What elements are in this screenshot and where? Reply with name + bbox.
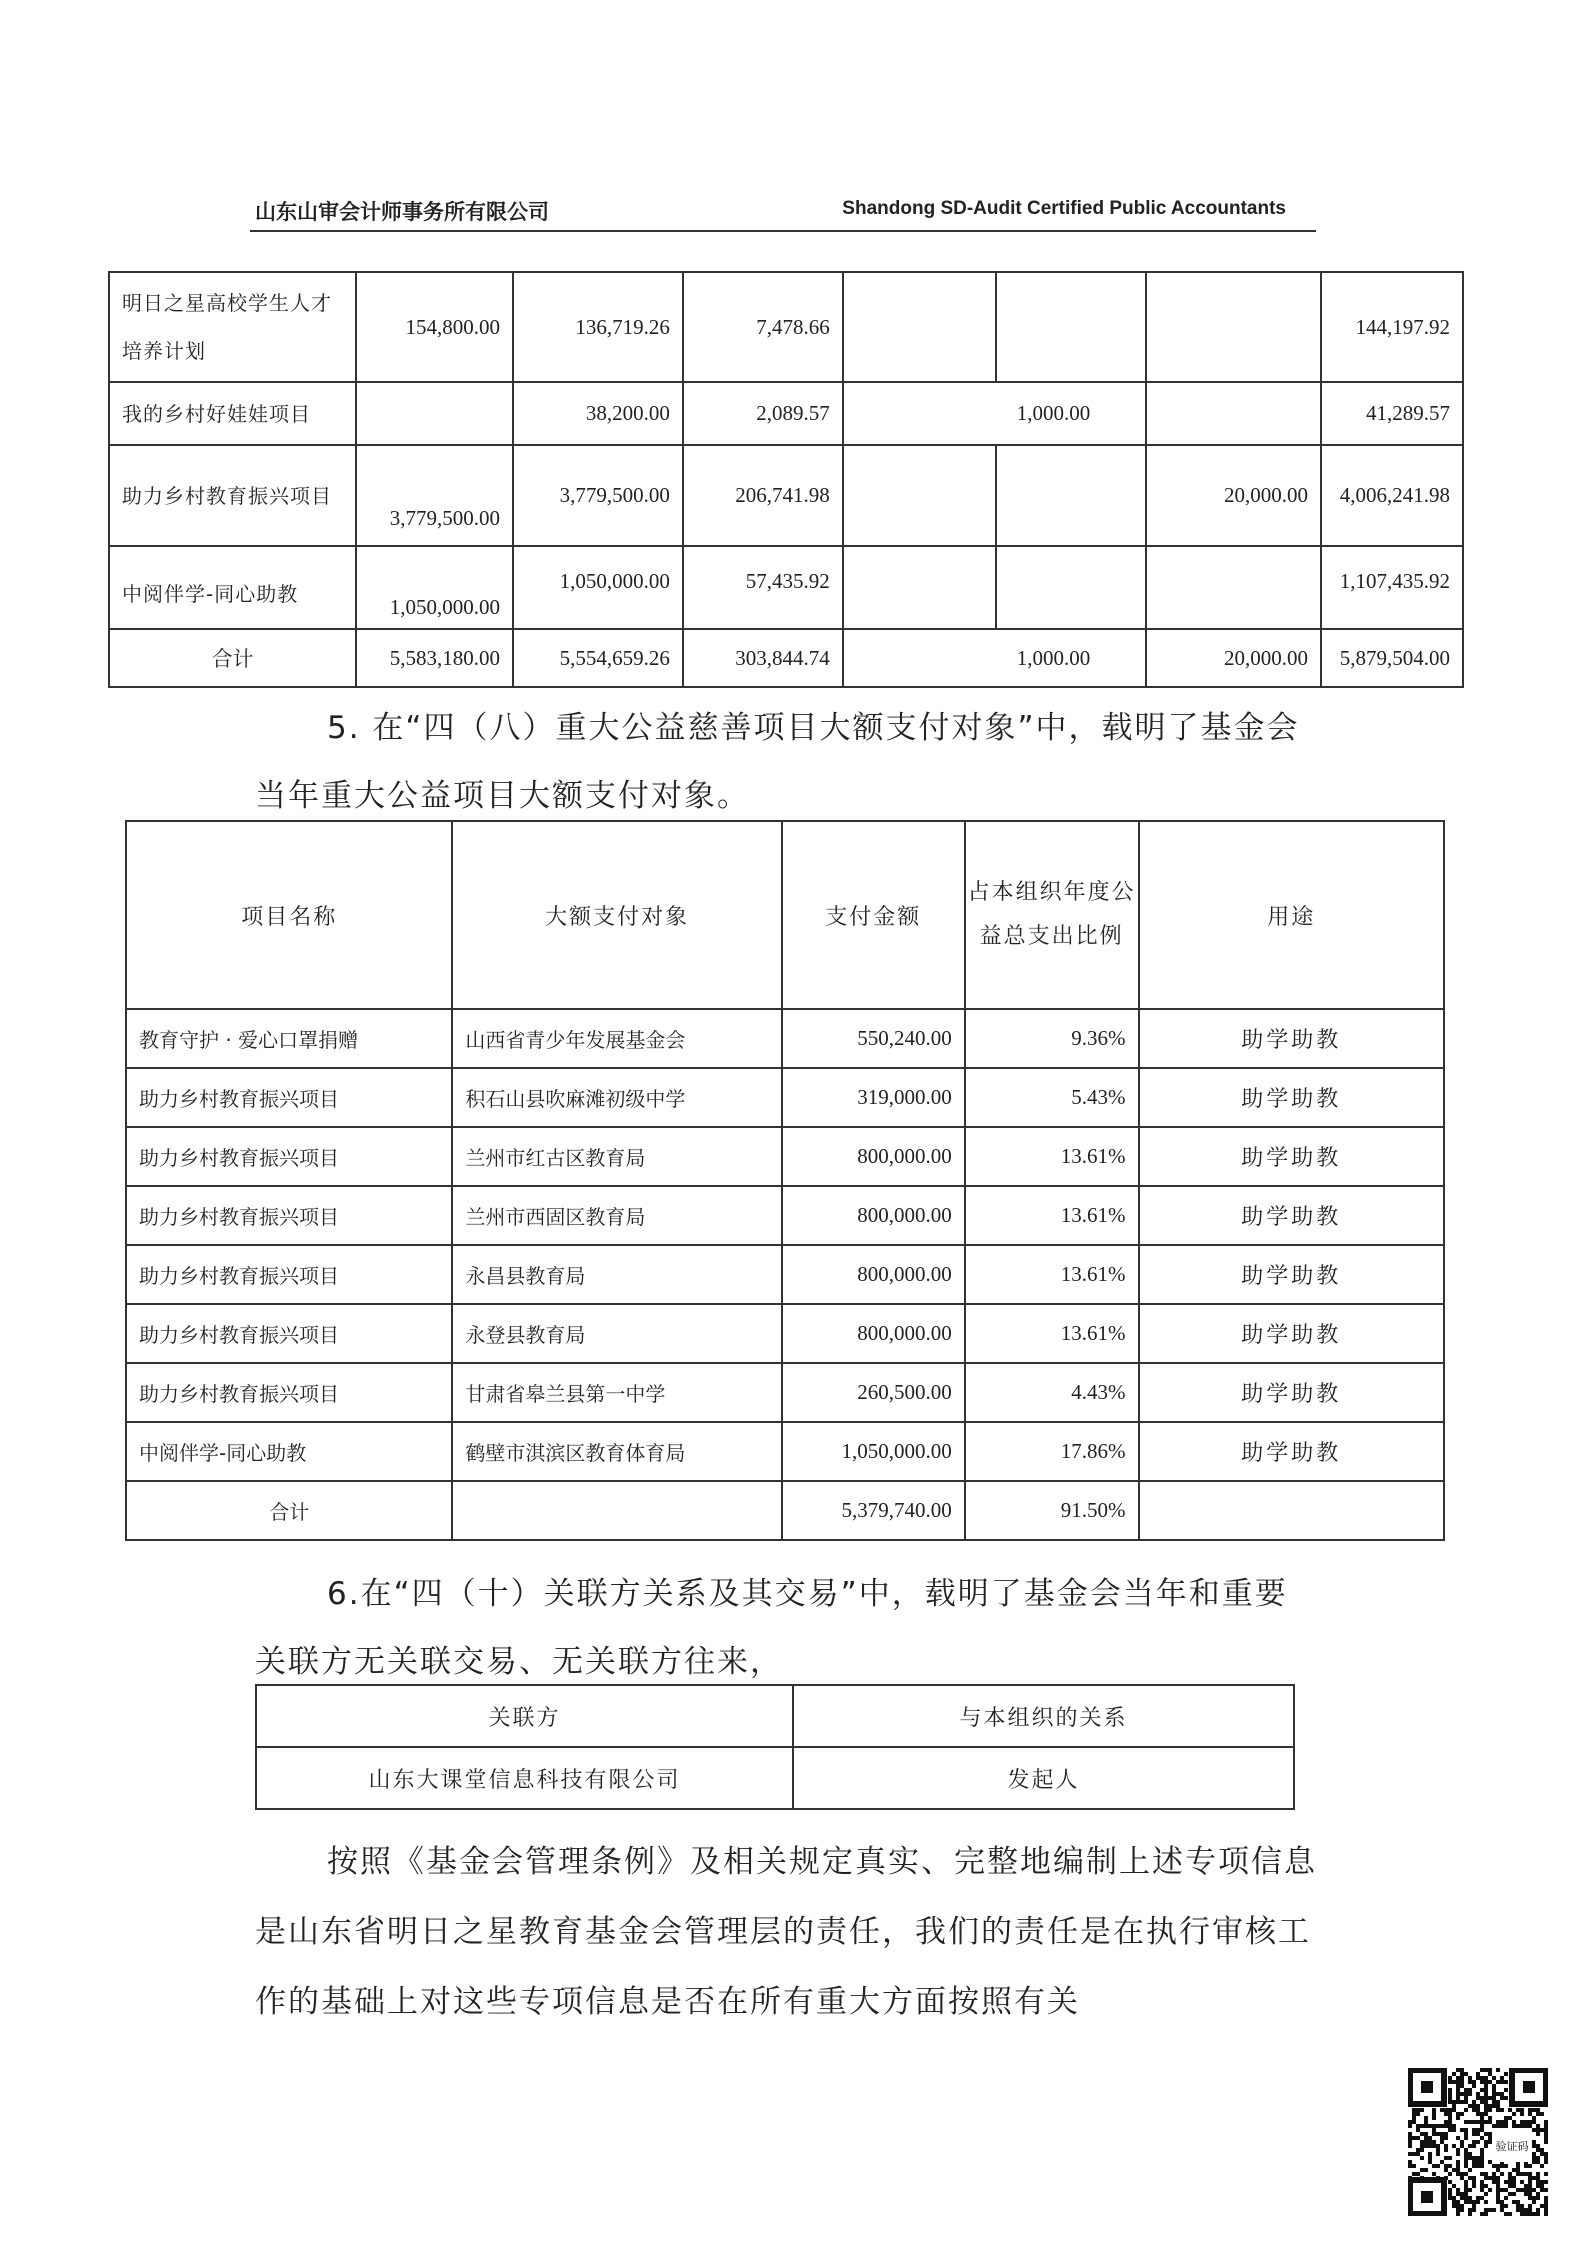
header-amount: 支付金额	[782, 821, 965, 1009]
table-row	[256, 1747, 1294, 1809]
project-name: 中阅伴学-同心助教	[126, 1422, 452, 1481]
project-name: 助力乡村教育振兴项目	[126, 1186, 452, 1245]
qr-code-icon	[1408, 2068, 1548, 2216]
paragraph-5: 5. 在“四（八）重大公益慈善项目大额支付对象”中，载明了基金会当年重大公益项目大额支付对象。	[255, 710, 1300, 814]
expense-ratio: 13.61%	[965, 1127, 1139, 1186]
header-use: 用途	[1139, 821, 1445, 1009]
payment-amount: 1,050,000.00	[782, 1422, 965, 1481]
project-name: 明日之星高校学生人才 培养计划	[109, 272, 356, 382]
table-row	[126, 1009, 1444, 1068]
payment-amount: 319,000.00	[782, 1068, 965, 1127]
table-row	[126, 1245, 1444, 1304]
firm-name-cn: 山东山审会计师事务所有限公司	[255, 200, 549, 224]
purpose: 助学助教	[1139, 1245, 1445, 1304]
paragraph-7: 按照《基金会管理条例》及相关规定真实、完整地编制上述专项信息是山东省明日之星教育基金会管理层的责任，我们的责任是在执行审核工作的基础上对这些专项信息是否在所有重大方面按照有关	[255, 1844, 1317, 2020]
total-label: 合计	[109, 629, 356, 687]
purpose: 助学助教	[1139, 1186, 1445, 1245]
paragraph-6: 6.在“四（十）关联方关系及其交易”中，载明了基金会当年和重要关联方无关联交易、无关联方往来，	[255, 1576, 1288, 1680]
large-payment-table	[125, 820, 1445, 1541]
table-row	[126, 1127, 1444, 1186]
table-row: 中阅伴学-同心助教 1,050,000.00 1,050,000.00 57,435.92 1,107,435.92	[109, 546, 1463, 629]
expense-ratio: 9.36%	[965, 1009, 1139, 1068]
header-project: 项目名称	[126, 821, 452, 1009]
relationship: 发起人	[793, 1747, 1294, 1809]
expense-ratio: 13.61%	[965, 1245, 1139, 1304]
header-related-party: 关联方	[256, 1685, 793, 1747]
project-expense-table	[108, 271, 1464, 688]
expense-ratio: 13.61%	[965, 1186, 1139, 1245]
project-name: 助力乡村教育振兴项目	[126, 1127, 452, 1186]
header-payee: 大额支付对象	[452, 821, 781, 1009]
payment-amount: 800,000.00	[782, 1304, 965, 1363]
table-row	[126, 1068, 1444, 1127]
table-row	[126, 1422, 1444, 1481]
project-name: 教育守护 · 爱心口罩捐赠	[126, 1009, 452, 1068]
payment-amount: 550,240.00	[782, 1009, 965, 1068]
purpose: 助学助教	[1139, 1304, 1445, 1363]
table-row: 助力乡村教育振兴项目 3,779,500.00 3,779,500.00 206,741.98 20,000.00 4,006,241.98	[109, 445, 1463, 546]
payee-name: 永昌县教育局	[452, 1245, 781, 1304]
payment-amount: 800,000.00	[782, 1127, 965, 1186]
expense-ratio: 4.43%	[965, 1363, 1139, 1422]
purpose: 助学助教	[1139, 1127, 1445, 1186]
payee-name: 甘肃省皋兰县第一中学	[452, 1363, 781, 1422]
project-name: 助力乡村教育振兴项目	[126, 1245, 452, 1304]
page-header	[250, 196, 1316, 232]
payment-amount: 800,000.00	[782, 1186, 965, 1245]
expense-ratio: 5.43%	[965, 1068, 1139, 1127]
svg-text:验证码: 验证码	[1495, 2140, 1529, 2153]
table-total-row: 合计 5,379,740.00 91.50%	[126, 1481, 1444, 1540]
related-party-name: 山东大课堂信息科技有限公司	[256, 1747, 793, 1809]
table-header-row	[126, 821, 1444, 1009]
project-name: 助力乡村教育振兴项目	[126, 1304, 452, 1363]
project-name: 助力乡村教育振兴项目	[126, 1363, 452, 1422]
total-label: 合计	[126, 1481, 452, 1540]
payee-name: 永登县教育局	[452, 1304, 781, 1363]
purpose: 助学助教	[1139, 1068, 1445, 1127]
payee-name: 积石山县吹麻滩初级中学	[452, 1068, 781, 1127]
table-row	[126, 1304, 1444, 1363]
related-party-table	[255, 1684, 1295, 1810]
expense-ratio: 17.86%	[965, 1422, 1139, 1481]
table-row: 明日之星高校学生人才 培养计划 154,800.00 136,719.26 7,478.66 144,197.92	[109, 272, 1463, 382]
table-row: 我的乡村好娃娃项目 38,200.00 2,089.57 1,000.00 41,289.57	[109, 382, 1463, 445]
table-row	[126, 1186, 1444, 1245]
payment-amount: 260,500.00	[782, 1363, 965, 1422]
payee-name: 山西省青少年发展基金会	[452, 1009, 781, 1068]
firm-name-en: Shandong SD-Audit Certified Public Accountants	[842, 198, 1286, 219]
payment-amount: 800,000.00	[782, 1245, 965, 1304]
payee-name: 兰州市西固区教育局	[452, 1186, 781, 1245]
payee-name: 兰州市红古区教育局	[452, 1127, 781, 1186]
project-name: 我的乡村好娃娃项目	[109, 382, 356, 445]
project-name: 中阅伴学-同心助教	[109, 546, 356, 629]
table-row	[126, 1363, 1444, 1422]
purpose: 助学助教	[1139, 1422, 1445, 1481]
table-header-row	[256, 1685, 1294, 1747]
project-name: 助力乡村教育振兴项目	[126, 1068, 452, 1127]
payee-name: 鹤壁市淇滨区教育体育局	[452, 1422, 781, 1481]
purpose: 助学助教	[1139, 1009, 1445, 1068]
header-relationship: 与本组织的关系	[793, 1685, 1294, 1747]
table-total-row: 合计 5,583,180.00 5,554,659.26 303,844.74 1,000.00 20,000.00 5,879,504.00	[109, 629, 1463, 687]
project-name: 助力乡村教育振兴项目	[109, 445, 356, 546]
purpose: 助学助教	[1139, 1363, 1445, 1422]
expense-ratio: 13.61%	[965, 1304, 1139, 1363]
header-ratio: 占本组织年度公益总支出比例	[965, 821, 1139, 1009]
